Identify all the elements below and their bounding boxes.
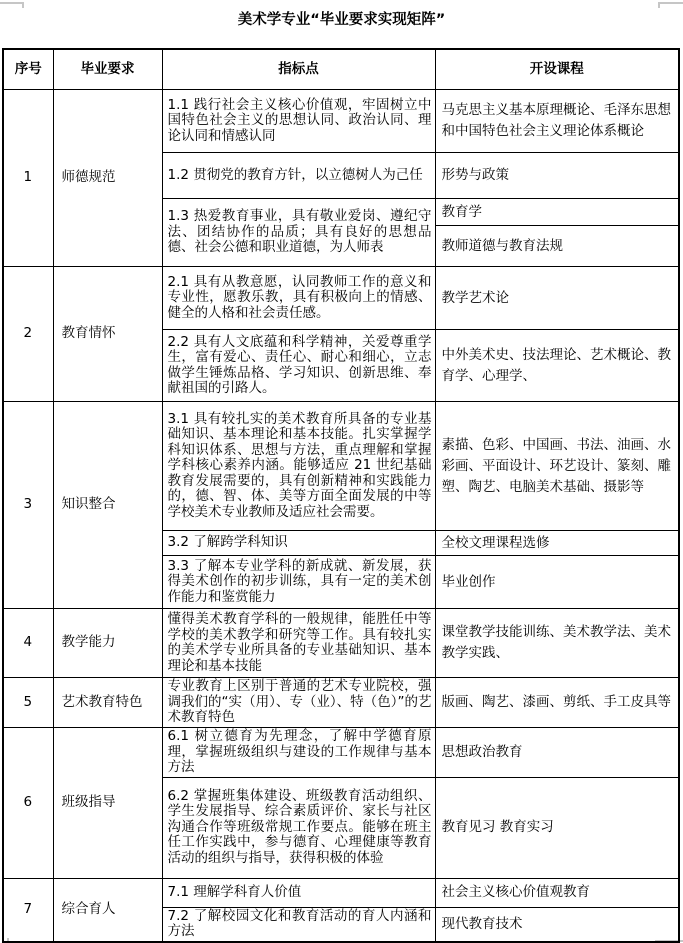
requirement-cell: 艺术教育特色 <box>53 678 162 728</box>
course-cell: 马克思主义基本原理概论、毛泽东思想和中国特色社会主义理论体系概论 <box>435 90 679 153</box>
requirement-cell: 教育情怀 <box>53 267 162 402</box>
indicator-cell: 1.3 热爱教育事业，具有敬业爱岗、遵纪守法、团结协作的品质；具有良好的思想品德、社会公德和职业道德，为人师表 <box>162 199 435 267</box>
course-cell: 课堂教学技能训练、美术教学法、美术教学实践、 <box>435 609 679 678</box>
indicator-cell: 2.2 具有人文底蕴和科学精神，关爱尊重学生，富有爱心、责任心、耐心和细心，立志做学生锤炼品格、学习知识、创新思维、奉献祖国的引路人。 <box>162 330 435 402</box>
course-cell: 教育见习 教育实习 <box>435 777 679 878</box>
table-row <box>3 402 679 531</box>
seq-cell: 4 <box>3 609 53 678</box>
course-cell: 社会主义核心价值观教育 <box>435 878 679 907</box>
course-cell: 版画、陶艺、漆画、剪纸、手工皮具等 <box>435 678 679 728</box>
indicator-cell: 7.2 了解校园文化和教育活动的育人内涵和方法 <box>162 907 435 942</box>
requirement-cell: 班级指导 <box>53 728 162 879</box>
requirement-cell: 知识整合 <box>53 402 162 609</box>
table-row <box>3 728 679 778</box>
requirement-cell: 综合育人 <box>53 878 162 942</box>
indicator-cell: 1.1 践行社会主义核心价值观，牢固树立中国特色社会主义的思想认同、政治认同、理论认同和情感认同 <box>162 90 435 153</box>
course-cell: 素描、色彩、中国画、书法、油画、水彩画、平面设计、环艺设计、篆刻、雕塑、陶艺、电脑美术基础、摄影等 <box>435 402 679 531</box>
table-row <box>3 878 679 907</box>
window-corner-artifact-top-left <box>0 2 22 4</box>
requirement-cell: 师德规范 <box>53 90 162 267</box>
header-cell-requirement: 毕业要求 <box>53 49 162 90</box>
course-cell: 中外美术史、技法理论、艺术概论、教育学、心理学、 <box>435 330 679 402</box>
seq-cell: 7 <box>3 878 53 942</box>
seq-cell: 1 <box>3 90 53 267</box>
indicator-cell: 1.2 贯彻党的教育方针，以立德树人为己任 <box>162 153 435 199</box>
table-row <box>3 267 679 330</box>
course-cell: 全校文理课程选修 <box>435 531 679 556</box>
window-corner-artifact-top-right <box>659 2 683 4</box>
seq-cell: 3 <box>3 402 53 609</box>
header-cell-indicator: 指标点 <box>162 49 435 90</box>
indicator-cell: 2.1 具有从教意愿，认同教师工作的意义和专业性，愿教乐教，具有积极向上的情感、健全的人格和社会责任感。 <box>162 267 435 330</box>
header-cell-no: 序号 <box>3 49 53 90</box>
seq-cell: 5 <box>3 678 53 728</box>
table-row <box>3 678 679 728</box>
table-row <box>3 90 679 153</box>
course-cell: 现代教育技术 <box>435 907 679 942</box>
seq-cell: 6 <box>3 728 53 879</box>
seq-cell: 2 <box>3 267 53 402</box>
indicator-cell: 3.1 具有较扎实的美术教育所具备的专业基础知识、基本理论和基本技能。扎实掌握学科知识体系、思想与方法，重点理解和掌握学科核心素养内涵。能够适应 21 世纪基础教育发展需要的，具有创新精神和实践能力的，德、智、体、美等方面全面发展的中等学校美术专业教师及适应社会需要。 <box>162 402 435 531</box>
indicator-cell: 专业教育上区别于普通的艺术专业院校，强调我们的“实（用）、专（业）、特（色）”的艺术教育特色 <box>162 678 435 728</box>
course-cell: 思想政治教育 <box>435 728 679 778</box>
indicator-cell: 7.1 理解学科育人价值 <box>162 878 435 907</box>
requirements-matrix-table <box>2 48 680 943</box>
table-row <box>3 609 679 678</box>
course-cell: 教育学 <box>435 199 679 226</box>
indicator-cell: 3.2 了解跨学科知识 <box>162 531 435 556</box>
course-cell: 毕业创作 <box>435 556 679 609</box>
course-cell: 教学艺术论 <box>435 267 679 330</box>
indicator-cell: 3.3 了解本专业学科的新成就、新发展，获得美术创作的初步训练，具有一定的美术创作能力和鉴赏能力 <box>162 556 435 609</box>
document-title: 美术学专业“毕业要求实现矩阵” <box>237 12 446 28</box>
table-header-row <box>3 49 679 90</box>
requirement-cell: 教学能力 <box>53 609 162 678</box>
indicator-cell: 懂得美术教育学科的一般规律，能胜任中等学校的美术教学和研究等工作。具有较扎实的美术学专业所具备的专业基础知识、基本理论和基本技能 <box>162 609 435 678</box>
header-cell-courses: 开设课程 <box>435 49 679 90</box>
course-cell: 形势与政策 <box>435 153 679 199</box>
course-cell: 教师道德与教育法规 <box>435 226 679 267</box>
indicator-cell: 6.2 掌握班集体建设、班级教育活动组织、学生发展指导、综合素质评价、家长与社区沟通合作等班级常规工作要点。能够在班主任工作实践中，参与德育、心理健康等教育活动的组织与指导，获得积极的体验 <box>162 777 435 878</box>
indicator-cell: 6.1 树立德育为先理念，了解中学德育原理，掌握班级组织与建设的工作规律与基本方法 <box>162 728 435 778</box>
